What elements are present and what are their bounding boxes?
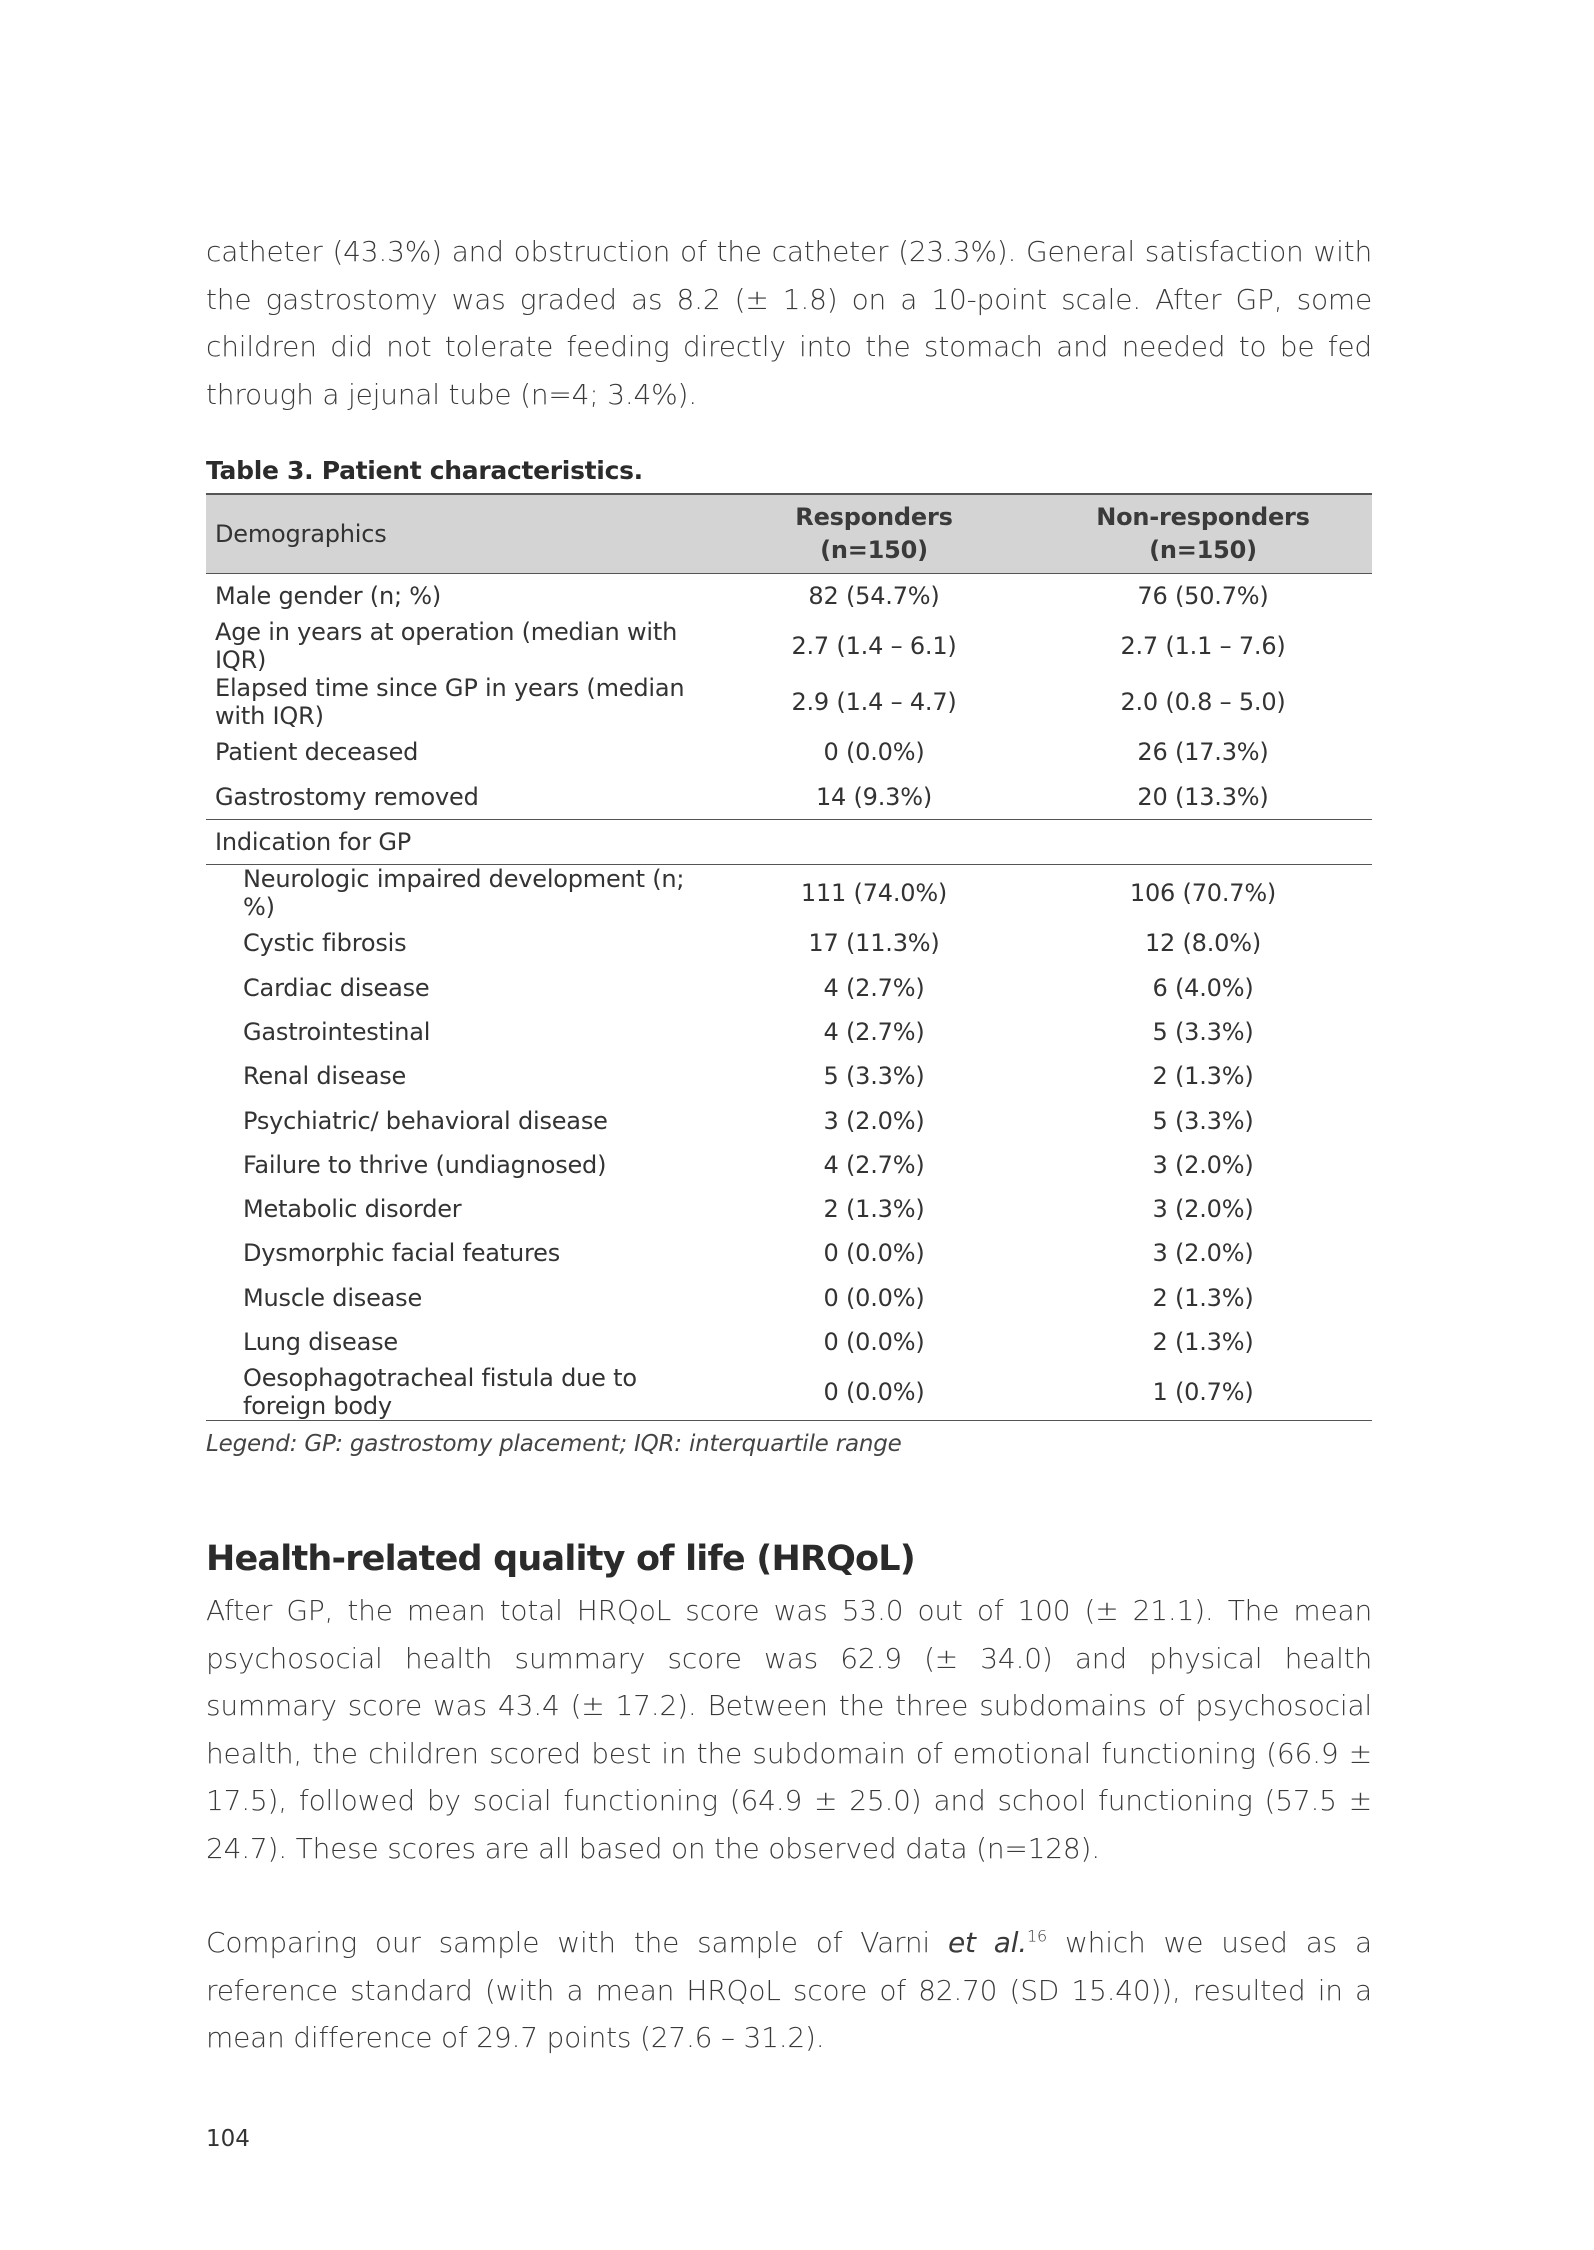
- row-nonresponders: [1034, 819, 1372, 864]
- row-nonresponders: 2 (1.3%): [1152, 1283, 1254, 1312]
- row-nonresponders: 2.7 (1.1 – 7.6): [1120, 632, 1286, 661]
- row-label: Muscle disease: [243, 1283, 423, 1312]
- table-row: [206, 865, 1372, 922]
- table-row: [206, 1187, 1372, 1231]
- row-responders: 3 (2.0%): [823, 1106, 925, 1135]
- row-label: Cystic fibrosis: [243, 929, 407, 958]
- header-responders-label: Responders: [795, 503, 953, 531]
- row-responders: 0 (0.0%): [823, 738, 925, 767]
- row-label: Oesophagotracheal fistula due to foreign body: [206, 1364, 714, 1421]
- intro-paragraph: catheter (43.3%) and obstruction of the catheter (23.3%). General satisfaction with the gastrostomy was graded as 8.2 (± 1.8) on a 10-point scale. After GP, some children did not tolerate feeding directly into the stomach and needed to be fed through a jejunal tube (n=4; 3.4%).: [206, 235, 1372, 411]
- row-label: Elapsed time since GP in years (median with IQR): [215, 674, 685, 731]
- table-row: [206, 1098, 1372, 1142]
- row-label: Gastrointestinal: [243, 1017, 431, 1046]
- paragraph-2-text-end: which we used as a reference standard (with a mean HRQoL score of 82.70 (SD 15.40)), resulted in a mean difference of 29.7 points (27.6 – 31.2).: [206, 1926, 1373, 2055]
- row-nonresponders: 3 (2.0%): [1152, 1195, 1254, 1224]
- table-row: [206, 965, 1372, 1009]
- page-content: [206, 228, 1372, 2062]
- row-nonresponders: 76 (50.7%): [1137, 582, 1269, 611]
- row-responders: 4 (2.7%): [823, 1150, 925, 1179]
- row-nonresponders: 3 (2.0%): [1152, 1239, 1254, 1268]
- table-row: [206, 921, 1372, 965]
- row-responders: 2.9 (1.4 – 4.7): [791, 688, 957, 717]
- row-nonresponders: 5 (3.3%): [1152, 1017, 1254, 1046]
- paragraph-2-text-start: Comparing our sample with the sample of Varni: [206, 1926, 948, 1960]
- row-nonresponders: 1 (0.7%): [1034, 1364, 1372, 1421]
- hrqol-paragraph-2: [206, 1919, 1372, 2062]
- row-nonresponders: 20 (13.3%): [1137, 782, 1269, 811]
- header-nonresponders-label: Non-responders: [1096, 503, 1310, 531]
- row-label: Cardiac disease: [243, 973, 430, 1002]
- header-demographics: Demographics: [206, 494, 714, 574]
- table-row: [206, 1276, 1372, 1320]
- row-label: Gastrostomy removed: [215, 782, 479, 811]
- paragraph-2-italic: et al.: [947, 1926, 1028, 1960]
- row-label: Dysmorphic facial features: [243, 1239, 561, 1268]
- row-label: Failure to thrive (undiagnosed): [243, 1150, 607, 1179]
- row-responders: 0 (0.0%): [823, 1328, 925, 1356]
- row-responders: 82 (54.7%): [808, 582, 940, 611]
- table-row: [206, 730, 1372, 774]
- table-row: [206, 674, 1372, 730]
- row-responders: 5 (3.3%): [823, 1062, 925, 1091]
- table-row: [206, 574, 1372, 619]
- row-label: Patient deceased: [215, 738, 419, 767]
- row-responders: 4 (2.7%): [823, 973, 925, 1002]
- table-legend: Legend: GP: gastrostomy placement; IQR: interquartile range: [206, 1431, 902, 1458]
- row-nonresponders: 12 (8.0%): [1144, 929, 1262, 958]
- row-label: Male gender (n; %): [215, 582, 442, 611]
- table-row: [206, 1010, 1372, 1054]
- table-row: [206, 618, 1372, 674]
- row-nonresponders: 2 (1.3%): [1152, 1062, 1254, 1091]
- section-row-indication: [206, 819, 1372, 864]
- row-responders: 2.7 (1.4 – 6.1): [791, 632, 957, 661]
- row-nonresponders: 3 (2.0%): [1152, 1150, 1254, 1179]
- row-label: Metabolic disorder: [243, 1195, 462, 1224]
- row-responders: 0 (0.0%): [823, 1239, 925, 1268]
- row-responders: 17 (11.3%): [808, 929, 940, 958]
- row-responders: [714, 819, 1034, 864]
- row-nonresponders: 2 (1.3%): [1152, 1328, 1254, 1356]
- row-responders: 14 (9.3%): [815, 782, 933, 811]
- row-label: Lung disease: [243, 1328, 398, 1356]
- section-label: Indication for GP: [206, 819, 714, 864]
- table-row: [206, 1054, 1372, 1098]
- row-nonresponders: 2.0 (0.8 – 5.0): [1120, 688, 1286, 717]
- paragraph-gap: [206, 1872, 1372, 1919]
- table-row: [206, 1364, 1372, 1421]
- row-nonresponders: 106 (70.7%): [1129, 879, 1277, 908]
- table-header-row: [206, 494, 1372, 574]
- row-nonresponders: 6 (4.0%): [1152, 973, 1254, 1002]
- table-row: [206, 775, 1372, 820]
- reference-superscript[interactable]: 16: [1027, 1926, 1047, 1946]
- row-responders: 0 (0.0%): [823, 1283, 925, 1312]
- table-row: [206, 1320, 1372, 1364]
- hrqol-paragraph-1: After GP, the mean total HRQoL score was 53.0 out of 100 (± 21.1). The mean psychosocial health summary score was 62.9 (± 34.0) and physical health summary score was 43.4 (± 17.2). Between the three subdomains of psychosocial health, the children scored best in the subdomain of emotional functioning (66.9 ± 17.5), followed by social functioning (64.9 ± 25.0) and school functioning (57.5 ± 24.7). These scores are all based on the observed data (n=128).: [206, 1594, 1372, 1865]
- patient-characteristics-table: [206, 493, 1372, 1421]
- table-row: [206, 1143, 1372, 1187]
- row-responders: 0 (0.0%): [714, 1364, 1034, 1421]
- row-responders: 2 (1.3%): [823, 1195, 925, 1224]
- row-nonresponders: 5 (3.3%): [1152, 1106, 1254, 1135]
- section-heading: Health-related quality of life (HRQoL): [206, 1539, 915, 1580]
- page-number: 104: [206, 2126, 250, 2152]
- row-label: Psychiatric/ behavioral disease: [243, 1106, 608, 1135]
- header-responders-n: (n=150): [820, 536, 928, 564]
- header-nonresponders: [1034, 494, 1372, 574]
- row-label: Age in years at operation (median with IQR): [215, 618, 678, 675]
- header-responders: [714, 494, 1034, 574]
- row-nonresponders: 26 (17.3%): [1137, 738, 1269, 767]
- row-responders: 111 (74.0%): [800, 879, 948, 908]
- header-nonresponders-n: (n=150): [1149, 536, 1257, 564]
- table-row: [206, 1231, 1372, 1275]
- table-caption: Table 3. Patient characteristics.: [206, 456, 643, 485]
- row-responders: 4 (2.7%): [823, 1017, 925, 1046]
- row-label: Neurologic impaired development (n; %): [243, 865, 685, 922]
- row-label: Renal disease: [243, 1062, 407, 1091]
